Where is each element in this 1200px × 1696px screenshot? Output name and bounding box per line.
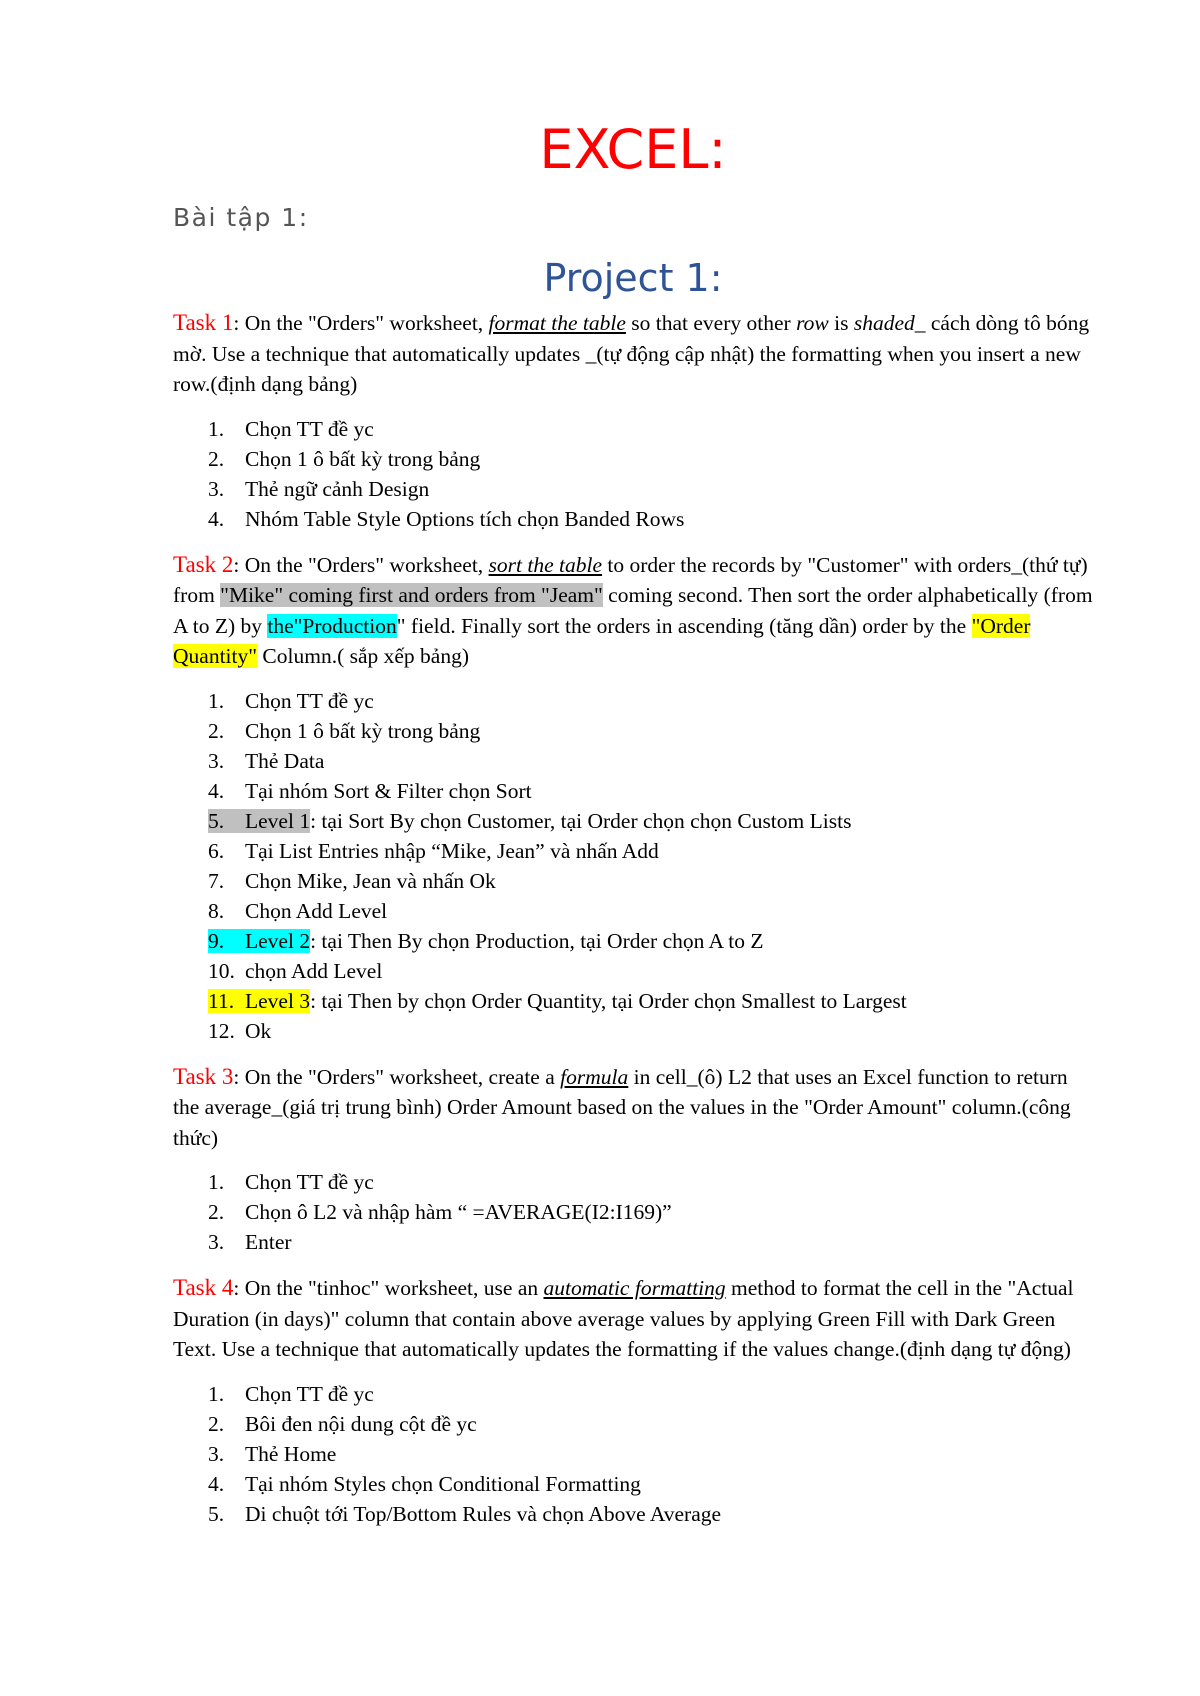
step-number: 1. xyxy=(208,1170,225,1194)
step-number: 3. xyxy=(208,748,225,773)
step-number: 4. xyxy=(208,506,225,531)
task-text: : On the "tinhoc" worksheet, use an xyxy=(233,1276,544,1300)
task-text: method to format the cell in the "Actual Duration (in days)" column that contain above average values by applying Green Fill with Dark Green Text. Use a technique that automatically updates the formatting if the values change.(định dạng tự động) xyxy=(173,1276,1074,1361)
step-text: Chọn 1 ô bất kỳ trong bảng xyxy=(245,718,481,743)
step-number: 5. xyxy=(208,1501,225,1526)
step-text: Thẻ Data xyxy=(245,748,325,773)
step-text: Chọn TT đề yc xyxy=(245,1170,374,1194)
task-label: Task 4 xyxy=(173,1275,234,1300)
step-number: 1. xyxy=(208,688,225,713)
step-number: 9. xyxy=(208,928,225,953)
step-text: Tại List Entries nhập “Mike, Jean” và nhấn Add xyxy=(245,838,659,863)
step-number: 2. xyxy=(208,1200,225,1224)
exercise-subtitle: Bài tập 1: xyxy=(173,203,309,232)
task-text: _ cách dòng tô bóng mờ. Use a technique that automatically updates _(tự động cập nhật) the formatting when you insert a new row.(định dạng bảng) xyxy=(173,311,1090,396)
step-text: Tại nhóm Sort & Filter chọn Sort xyxy=(245,778,532,803)
step-text: chọn Add Level xyxy=(245,958,383,983)
list-item xyxy=(173,926,1093,956)
task-1-steps xyxy=(173,414,1093,534)
step-text: Chọn 1 ô bất kỳ trong bảng xyxy=(245,446,481,471)
task-text: so that every other xyxy=(625,311,797,335)
list-item xyxy=(173,686,1093,716)
step-number: 6. xyxy=(208,838,225,863)
step-text: Chọn TT đề yc xyxy=(245,1381,374,1406)
document-body xyxy=(173,110,1093,1545)
step-lead: Level 3 xyxy=(245,988,311,1013)
highlight-gray xyxy=(208,809,310,833)
step-number: 3. xyxy=(208,476,225,501)
task-4-paragraph xyxy=(173,1273,1093,1365)
list-item xyxy=(173,986,1093,1016)
list-item xyxy=(173,1499,1093,1529)
list-item xyxy=(173,896,1093,926)
task-text: coming second. Then sort the order alphabetically (from A to Z) by xyxy=(173,583,1093,638)
list-item xyxy=(173,716,1093,746)
highlight-yellow xyxy=(208,989,310,1013)
step-number: 3. xyxy=(208,1230,225,1254)
task-3-paragraph xyxy=(173,1062,1093,1154)
document-title: EXCEL: xyxy=(539,118,727,181)
step-text: Thẻ ngữ cảnh Design xyxy=(245,476,430,501)
task-text: " field. Finally sort the orders in ascending (tăng dần) order by the xyxy=(396,613,972,638)
task-text: to order the records by "Customer" with orders_(thứ tự) from xyxy=(173,552,1088,607)
list-item xyxy=(173,956,1093,986)
project-heading: Project 1: xyxy=(543,256,723,300)
list-item xyxy=(173,1016,1093,1046)
highlight-cyan xyxy=(208,929,310,953)
step-number: 7. xyxy=(208,868,225,893)
task-text: in cell_(ô) L2 that uses an Excel function to return the average_(giá trị trung bình) Order Amount based on the values in the "Order Amount" column.(công thức) xyxy=(173,1064,1071,1150)
list-item xyxy=(173,1379,1093,1409)
step-number: 3. xyxy=(208,1441,225,1466)
list-item xyxy=(173,836,1093,866)
step-number: 1. xyxy=(208,1381,225,1406)
step-number: 2. xyxy=(208,446,225,471)
step-number: 11. xyxy=(208,988,235,1013)
step-text: Bôi đen nội dung cột đề yc xyxy=(245,1411,477,1436)
step-lead: Level 1 xyxy=(245,808,311,833)
list-item xyxy=(173,1227,1093,1257)
highlight-gray: "Mike" coming first and orders from "Jeam" xyxy=(220,583,603,607)
highlight-cyan: the"Production xyxy=(267,613,397,638)
step-text: Chọn ô L2 và nhập hàm “ =AVERAGE(I2:I169)” xyxy=(245,1200,672,1224)
step-number: 1. xyxy=(208,416,225,441)
step-text: Chọn Mike, Jean và nhấn Ok xyxy=(245,868,496,893)
list-item xyxy=(173,866,1093,896)
list-item xyxy=(173,1439,1093,1469)
step-number: 2. xyxy=(208,1411,225,1436)
list-item xyxy=(173,474,1093,504)
step-text: Chọn TT đề yc xyxy=(245,688,374,713)
list-item xyxy=(173,1409,1093,1439)
task-4-steps xyxy=(173,1379,1093,1529)
task-keyword: format the table xyxy=(488,311,626,335)
step-text: Nhóm Table Style Options tích chọn Banded Rows xyxy=(245,506,685,531)
task-3-steps xyxy=(173,1167,1093,1257)
task-keyword: formula xyxy=(560,1064,629,1089)
step-number: 10. xyxy=(208,958,235,983)
step-text: Chọn TT đề yc xyxy=(245,416,374,441)
task-label: Task 1 xyxy=(173,310,234,335)
task-2-steps xyxy=(173,686,1093,1046)
task-text: is xyxy=(828,311,854,335)
task-keyword: automatic formatting xyxy=(543,1276,726,1300)
task-text: shaded xyxy=(853,311,915,335)
task-label: Task 3 xyxy=(173,1063,234,1089)
task-label: Task 2 xyxy=(173,551,234,577)
task-2-paragraph xyxy=(173,550,1093,672)
step-number: 12. xyxy=(208,1018,235,1043)
step-number: 5. xyxy=(208,808,225,833)
step-number: 8. xyxy=(208,898,225,923)
step-text: : tại Sort By chọn Customer, tại Order chọn chọn Custom Lists xyxy=(310,808,852,833)
list-item xyxy=(173,504,1093,534)
list-item xyxy=(173,776,1093,806)
task-text: row xyxy=(796,311,829,335)
step-text: Enter xyxy=(245,1230,292,1254)
list-item xyxy=(173,1167,1093,1197)
step-text: Tại nhóm Styles chọn Conditional Formatting xyxy=(245,1471,641,1496)
task-text: : On the "Orders" worksheet, xyxy=(233,552,489,577)
list-item xyxy=(173,746,1093,776)
list-item xyxy=(173,444,1093,474)
step-number: 4. xyxy=(208,1471,225,1496)
task-1-paragraph xyxy=(173,308,1093,400)
step-text: Chọn Add Level xyxy=(245,898,388,923)
step-text: Di chuột tới Top/Bottom Rules và chọn Above Average xyxy=(245,1501,722,1526)
step-text: : tại Then by chọn Order Quantity, tại Order chọn Smallest to Largest xyxy=(310,988,907,1013)
list-item xyxy=(173,1469,1093,1499)
step-lead: Level 2 xyxy=(245,928,311,953)
step-text: Thẻ Home xyxy=(245,1441,337,1466)
list-item xyxy=(173,806,1093,836)
task-text: : On the "Orders" worksheet, create a xyxy=(233,1064,561,1089)
step-text: Ok xyxy=(245,1018,272,1043)
task-keyword: sort the table xyxy=(488,552,603,577)
step-text: : tại Then By chọn Production, tại Order chọn A to Z xyxy=(310,928,764,953)
step-number: 2. xyxy=(208,718,225,743)
task-text: Column.( sắp xếp bảng) xyxy=(257,644,470,668)
step-number: 4. xyxy=(208,778,225,803)
task-text: : On the "Orders" worksheet, xyxy=(233,311,489,335)
highlight-yellow: "Order Quantity" xyxy=(173,613,1031,668)
list-item xyxy=(173,1197,1093,1227)
list-item xyxy=(173,414,1093,444)
